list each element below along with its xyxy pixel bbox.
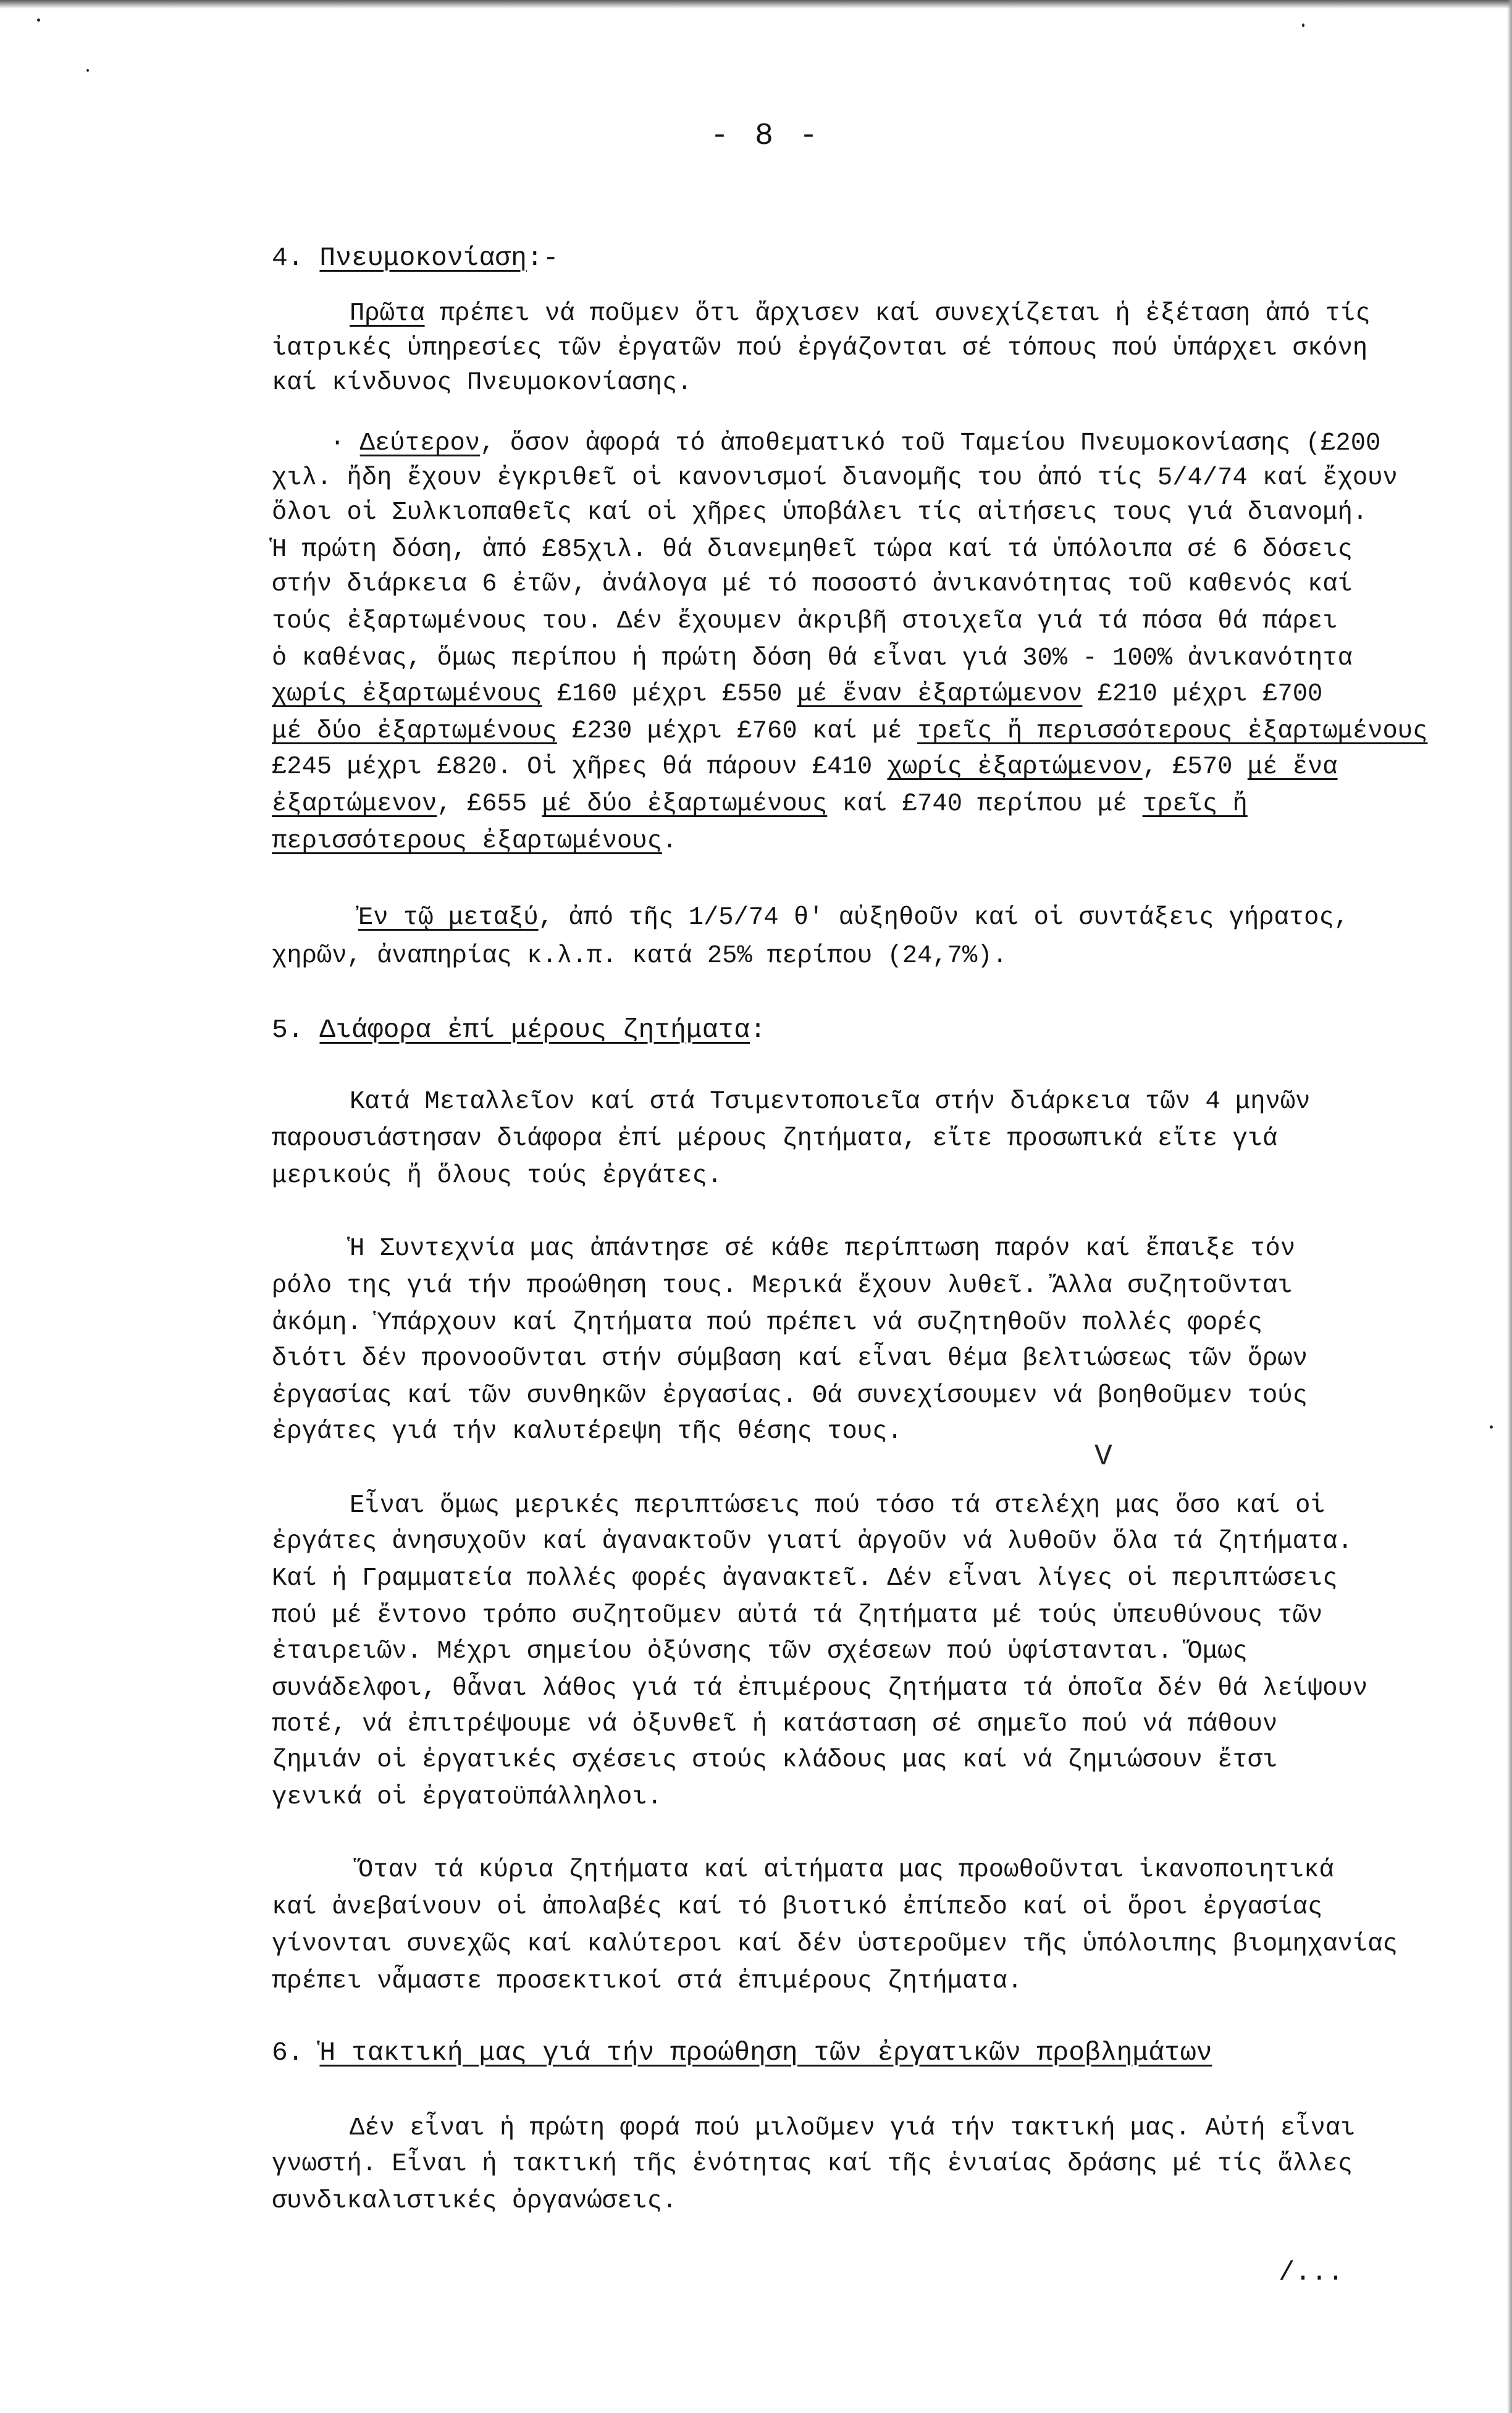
text-line: χωρίς ἐξαρτωμένους £160 μέχρι £550 μέ ἕναν ἐξαρτώμενον £210 μέχρι £700 [272,680,1323,708]
text-line: Πρῶτα πρέπει νά ποῦμεν ὅτι ἄρχισεν καί συνεχίζεται ἡ ἐξέταση ἀπό τίς [350,300,1371,328]
text-line: γίνονται συνεχῶς καί καλύτεροι καί δέν ὑστεροῦμεν τῆς ὑπόλοιπης βιομηχανίας [272,1930,1398,1958]
scan-speck [1302,23,1304,27]
text-line: ἐργάτες γιά τήν καλυτέρεψη τῆς θέσης τους. [272,1417,902,1446]
text-line: διότι δέν προνοοῦνται στήν σύμβαση καί εἶναι θέμα βελτιώσεως τῶν ὅρων [272,1345,1308,1373]
scan-right-edge [1507,0,1512,2413]
text-line: μερικούς ἤ ὅλους τούς ἐργάτες. [272,1162,723,1190]
scan-top-edge [0,0,1512,9]
text-line: γενικά οἱ ἐργατοϋπάλληλοι. [272,1783,662,1811]
text-line: ἀκόμη. Ὑπάρχουν καί ζητήματα πού πρέπει νά συζητηθοῦν πολλές φορές [272,1309,1263,1337]
bullet-dot: · [330,429,345,458]
section-6-heading [272,2036,1212,2070]
text-line: περισσότερους ἐξαρτωμένους. [272,827,678,855]
text-line: ἐξαρτώμενον, £655 μέ δύο ἐξαρτωμένους καί £740 περίπου μέ τρεῖς ἤ [272,790,1248,818]
text-line: γνωστή. Εἶναι ἡ τακτική τῆς ἑνότητας καί τῆς ἑνιαίας δράσης μέ τίς ἄλλες [272,2150,1353,2178]
text-line: Εἶναι ὅμως μερικές περιπτώσεις πού τόσο τά στελέχη μας ὅσο καί οἱ [350,1492,1325,1520]
section-4-title: Πνευμοκονίαση [319,243,527,273]
text-line: ὁ καθένας, ὅμως περίπου ἡ πρώτη δόση θά εἶναι γιά 30% - 100% ἀνικανότητα [272,644,1353,673]
underlined-phrase: μέ ἕνα [1247,753,1338,781]
text-line: χηρῶν, ἀναπηρίας κ.λ.π. κατά 25% περίπου (24,7%). [272,942,1007,970]
text-line: ἰατρικές ὑπηρεσίες τῶν ἐργατῶν πού ἐργάζονται σέ τόπους πού ὑπάρχει σκόνη [272,334,1368,363]
text-line: Ὅταν τά κύρια ζητήματα καί αἰτήματα μας προωθοῦνται ἱκανοποιητικά [358,1856,1334,1884]
text-line: Ἐν τῷ μεταξύ, ἀπό τῆς 1/5/74 θ' αὐξηθοῦν καί οἱ συντάξεις γήρατος, [358,904,1350,932]
underlined-phrase: μέ ἕναν ἐξαρτώμενον [797,680,1083,708]
text-line: ποτέ, νά ἐπιτρέψουμε νά ὀξυνθεῖ ἡ κατάσταση σέ σημεῖο πού νά πάθουν [272,1710,1278,1739]
scan-speck [86,69,89,72]
text-line: χιλ. ἤδη ἔχουν ἐγκριθεῖ οἱ κανονισμοί διανομῆς του ἀπό τίς 5/4/74 καί ἔχουν [272,464,1398,492]
underlined-phrase: ἐξαρτώμενον [272,790,437,818]
section-6-title: Ἡ τακτική μας γιά τήν προώθηση τῶν ἐργατικῶν προβλημάτων [319,2037,1212,2068]
text-line: παρουσιάστησαν διάφορα ἐπί μέρους ζητήματα, εἴτε προσωπικά εἴτε γιά [272,1125,1278,1153]
handwritten-check-mark: V [1094,1440,1112,1474]
text-line: συνάδελφοι, θἆναι λάθος γιά τά ἐπιμέρους ζητήματα τά ὁποῖα δέν θά λείψουν [272,1674,1368,1703]
section-4-heading-suffix: :- [526,243,559,273]
text-line: · Δεύτερον, ὅσον ἀφορά τό ἀποθεματικό τοῦ Ταμείου Πνευμοκονίασης (£200 [330,429,1381,458]
text-line: ἐργασίας καί τῶν συνθηκῶν ἐργασίας. Θά συνεχίσουμεν νά βοηθοῦμεν τούς [272,1382,1308,1410]
underlined-phrase: τρεῖς ἤ περισσότερους ἐξαρτωμένους [917,717,1428,745]
underlined-word: Δεύτερον [359,429,481,458]
text-line: πού μέ ἔντονο τρόπο συζητοῦμεν αὐτά τά ζητήματα μέ τούς ὑπευθύνους τῶν [272,1601,1323,1630]
section-4-heading [272,241,559,275]
section-5-number: 5. [272,1015,304,1045]
underlined-phrase: Ἐν τῷ μεταξύ [358,904,539,932]
continuation-mark: /... [1279,2257,1344,2288]
section-4-number: 4. [272,243,304,273]
text-line: συνδικαλιστικές ὀργανώσεις. [272,2187,678,2215]
text-line: καί ἀνεβαίνουν οἱ ἀπολαβές καί τό βιοτικό ἐπίπεδο καί οἱ ὅροι ἐργασίας [272,1893,1323,1921]
underlined-phrase: χωρίς ἐξαρτώμενον [887,753,1143,781]
text-line: μέ δύο ἐξαρτωμένους £230 μέχρι £760 καί μέ τρεῖς ἤ περισσότερους ἐξαρτωμένους [272,717,1428,745]
text-line: Ἡ πρώτη δόση, ἀπό £85χιλ. θά διανεμηθεῖ τώρα καί τά ὑπόλοιπα σέ 6 δόσεις [272,535,1353,564]
text-line: ζημιάν οἱ ἐργατικές σχέσεις στούς κλάδους μας καί νά ζημιώσουν ἔτσι [272,1746,1278,1774]
text-line: πρέπει νἆμαστε προσεκτικοί στά ἐπιμέρους ζητήματα. [272,1967,1023,1995]
section-6-number: 6. [272,2037,304,2068]
underlined-phrase: μέ δύο ἐξαρτωμένους [272,717,557,745]
section-5-title: Διάφορα ἐπί μέρους ζητήματα [319,1015,750,1045]
scan-speck [37,19,40,22]
underlined-phrase: τρεῖς ἤ [1142,790,1248,818]
text-line: Δέν εἶναι ἡ πρώτη φορά πού μιλοῦμεν γιά τήν τακτική μας. Αὐτή εἶναι [350,2114,1356,2142]
underlined-phrase: μέ δύο ἐξαρτωμένους [542,790,828,818]
text-line: £245 μέχρι £820. Οἱ χῆρες θά πάρουν £410 χωρίς ἐξαρτώμενον, £570 μέ ἕνα [272,753,1338,781]
page-number: - 8 - [710,119,822,154]
underlined-word: Πρῶτα [350,300,425,328]
text-line: ἐργάτες ἀνησυχοῦν καί ἀγανακτοῦν γιατί ἀργοῦν νά λυθοῦν ὅλα τά ζητήματα. [272,1527,1353,1556]
text-line: στήν διάρκεια 6 ἐτῶν, ἀνάλογα μέ τό ποσοστό ἀνικανότητας τοῦ καθενός καί [272,570,1353,598]
text-line: Καί ἡ Γραμματεία πολλές φορές ἀγανακτεῖ. Δέν εἶναι λίγες οἱ περιπτώσεις [272,1564,1338,1593]
text-line: τούς ἐξαρτωμένους του. Δέν ἔχουμεν ἀκριβῆ στοιχεῖα γιά τά πόσα θά πάρει [272,607,1338,636]
text-line: ἐταιρειῶν. Μέχρι σημείου ὀξύνσης τῶν σχέσεων πού ὑφίστανται. Ὅμως [272,1637,1248,1666]
text-line: ρόλο της γιά τήν προώθηση τους. Μερικά ἔχουν λυθεῖ. Ἄλλα συζητοῦνται [272,1272,1293,1300]
text-line: Κατά Μεταλλεῖον καί στά Τσιμεντοποιεῖα στήν διάρκεια τῶν 4 μηνῶν [350,1088,1311,1116]
underlined-phrase: χωρίς ἐξαρτωμένους [272,680,542,708]
scan-speck [1490,1425,1493,1429]
text-line: ὅλοι οἱ Συλκιοπαθεῖς καί οἱ χῆρες ὑποβάλει τίς αἰτήσεις τους γιά διανομή. [272,498,1368,527]
underlined-phrase: περισσότερους ἐξαρτωμένους [272,827,662,855]
section-5-heading [272,1013,766,1047]
section-5-heading-suffix: : [750,1015,766,1045]
text-line: καί κίνδυνος Πνευμοκονίασης. [272,369,692,397]
text-line: Ἡ Συντεχνία μας ἀπάντησε σέ κάθε περίπτωση παρόν καί ἔπαιξε τόν [350,1235,1296,1263]
